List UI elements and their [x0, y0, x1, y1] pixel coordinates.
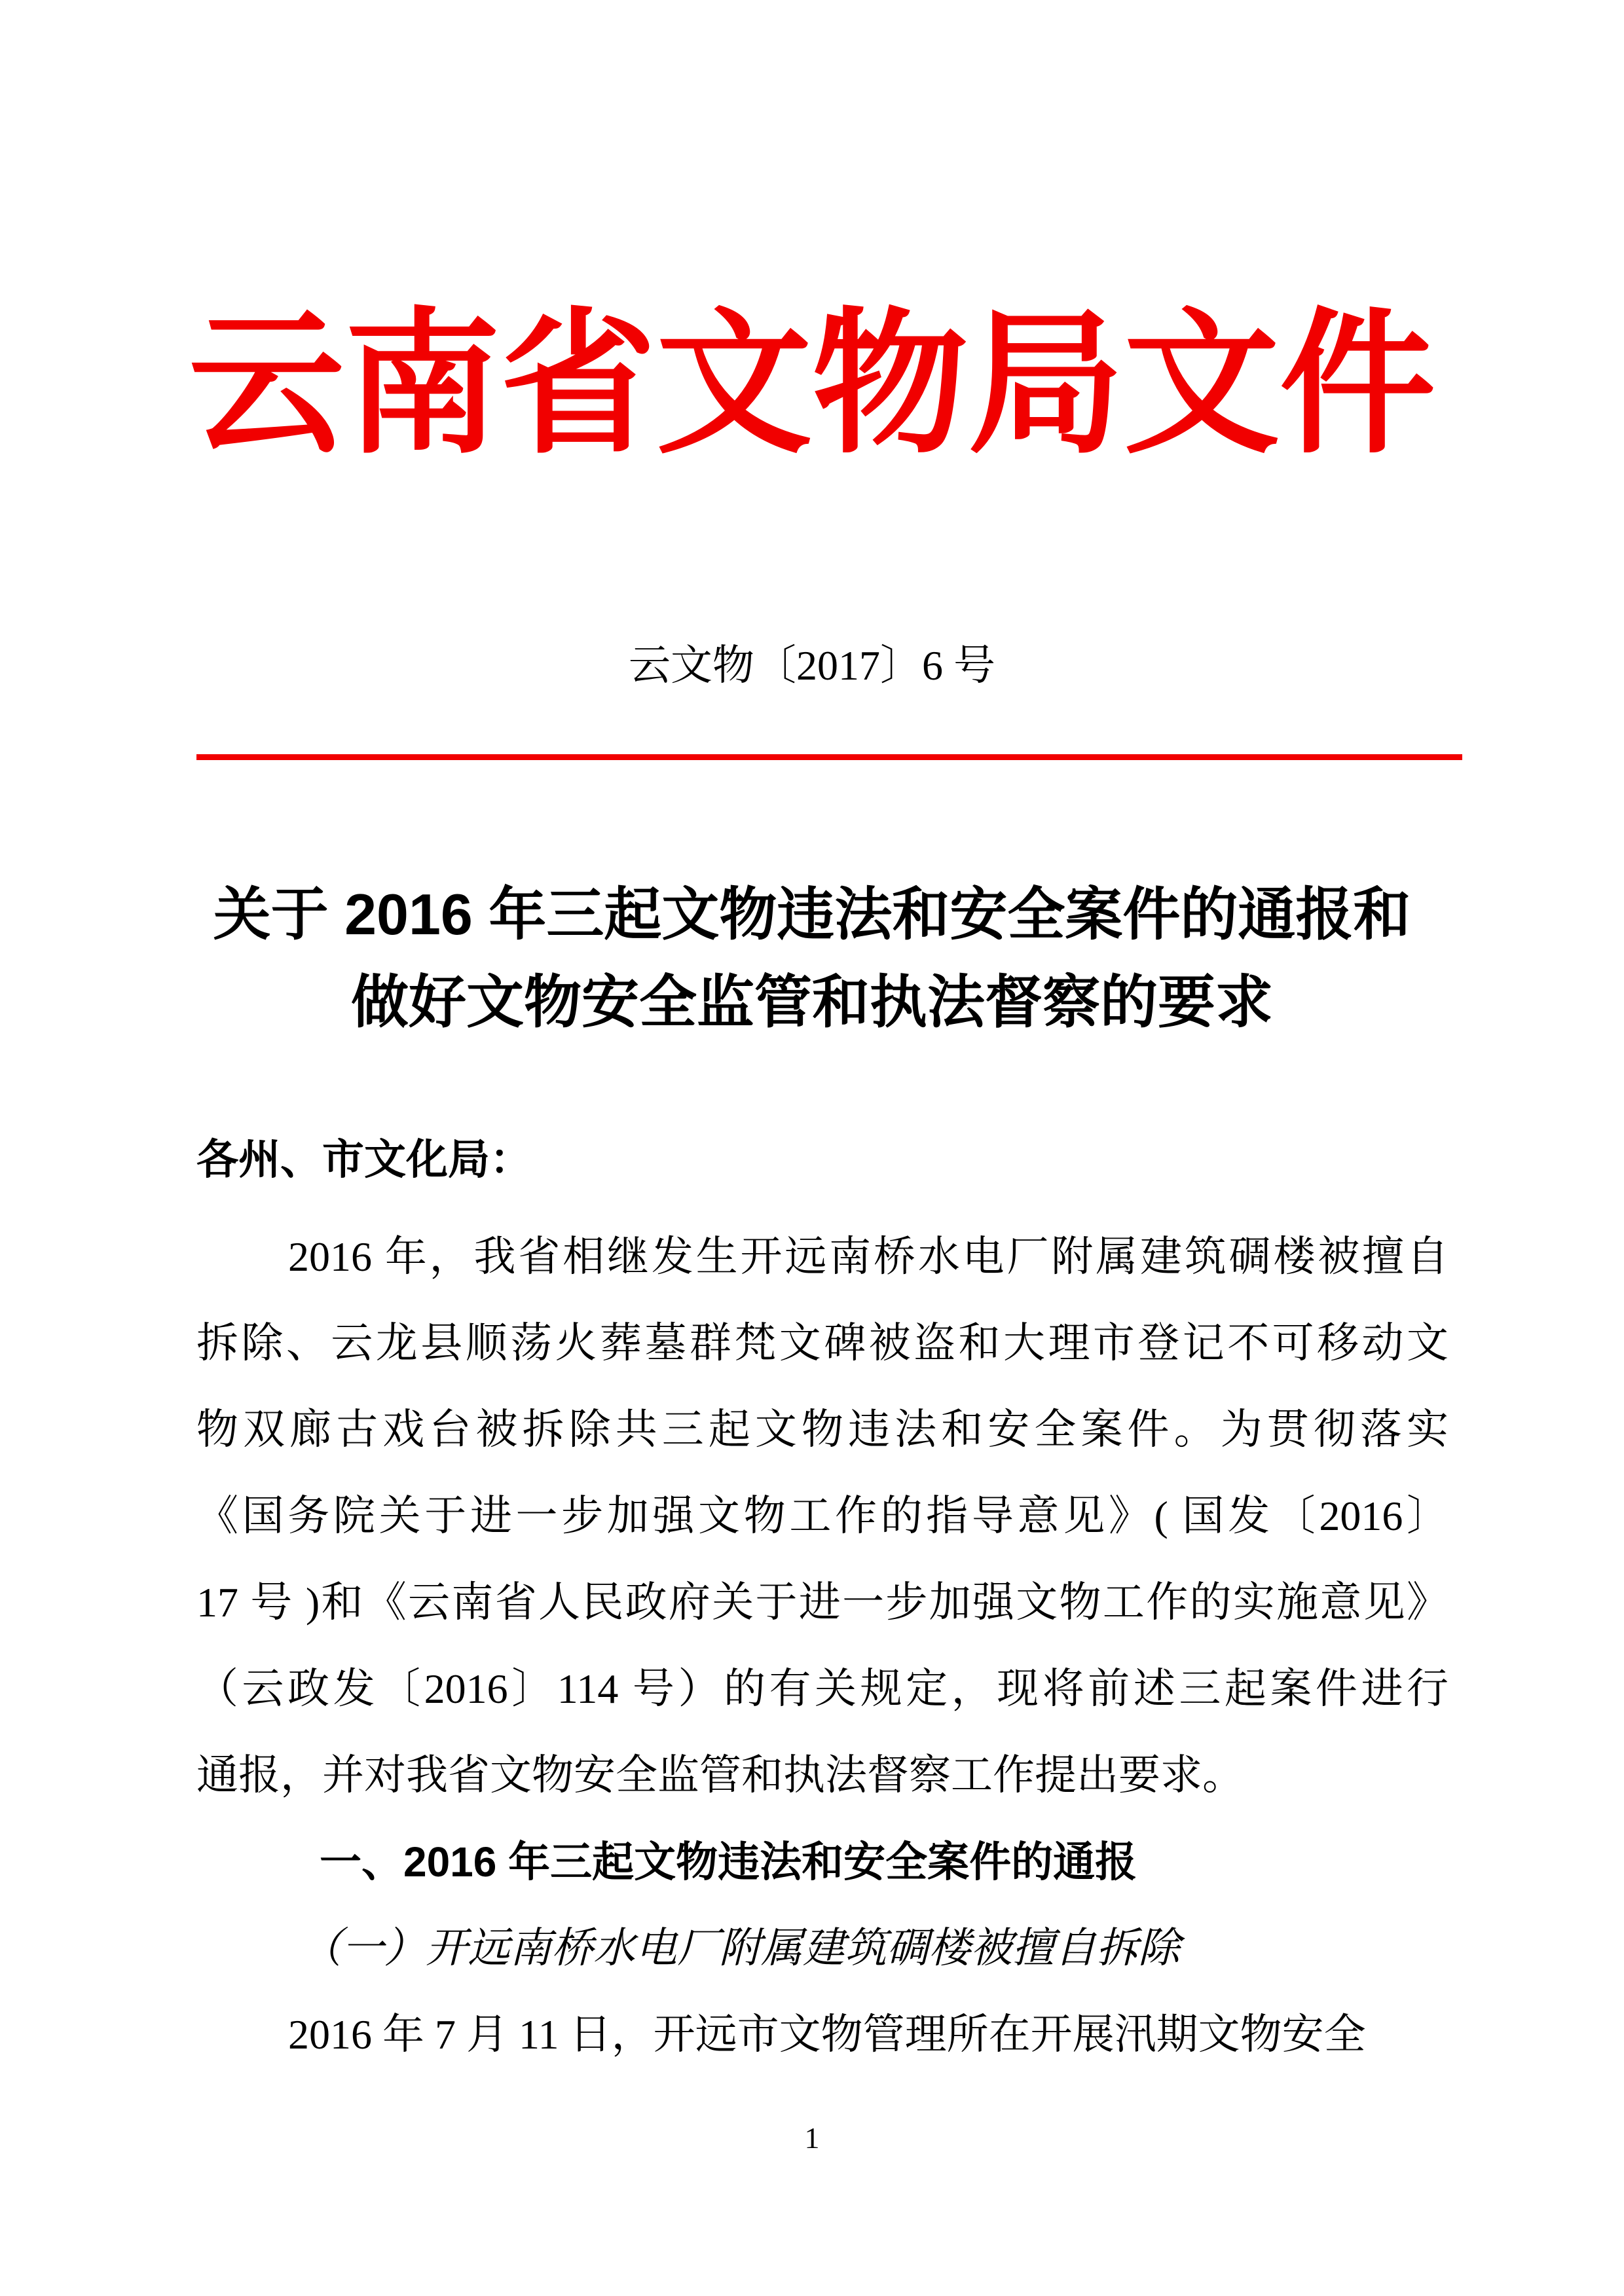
section-heading-1: 一、2016 年三起文物违法和安全案件的通报: [320, 1838, 1137, 1886]
document-title: [92, 871, 1532, 1046]
body-line: 物双廊古戏台被拆除共三起文物违法和安全案件。为贯彻落实: [196, 1406, 1449, 1453]
body-line: 拆除、云龙县顺荡火葬墓群梵文碑被盗和大理市登记不可移动文: [196, 1320, 1449, 1366]
body-line: 17 号 )和《云南省人民政府关于进一步加强文物工作的实施意见》: [196, 1579, 1449, 1626]
agency-header-title: 云南省文物局文件: [189, 298, 1435, 471]
document-title-line-2: 做好文物安全监管和执法督察的要求: [350, 970, 1273, 1034]
body-line: （云政发〔2016〕114 号）的有关规定，现将前述三起案件进行: [196, 1666, 1449, 1712]
document-number: 云文物〔2017〕6 号: [629, 642, 995, 689]
body-line: 通报，并对我省文物安全监管和执法督察工作提出要求。: [196, 1752, 1244, 1798]
salutation: 各州、市文化局：: [196, 1136, 532, 1183]
body-line: 2016 年，我省相继发生开远南桥水电厂附属建筑碉楼被擅自: [288, 1233, 1449, 1280]
page-number: 1: [804, 2121, 820, 2155]
body-line: 《国务院关于进一步加强文物工作的指导意见》( 国发〔2016〕: [196, 1493, 1449, 1539]
document-title-line-1: 关于 2016 年三起文物违法和安全案件的通报和: [213, 882, 1411, 947]
subsection-heading-1: （一）开远南桥水电厂附属建筑碉楼被擅自拆除: [300, 1925, 1180, 1971]
body-text: [196, 1214, 1449, 2078]
body-line: 2016 年 7 月 11 日，开远市文物管理所在开展汛期文物安全: [288, 2011, 1366, 2058]
red-divider-rule: [196, 754, 1462, 760]
